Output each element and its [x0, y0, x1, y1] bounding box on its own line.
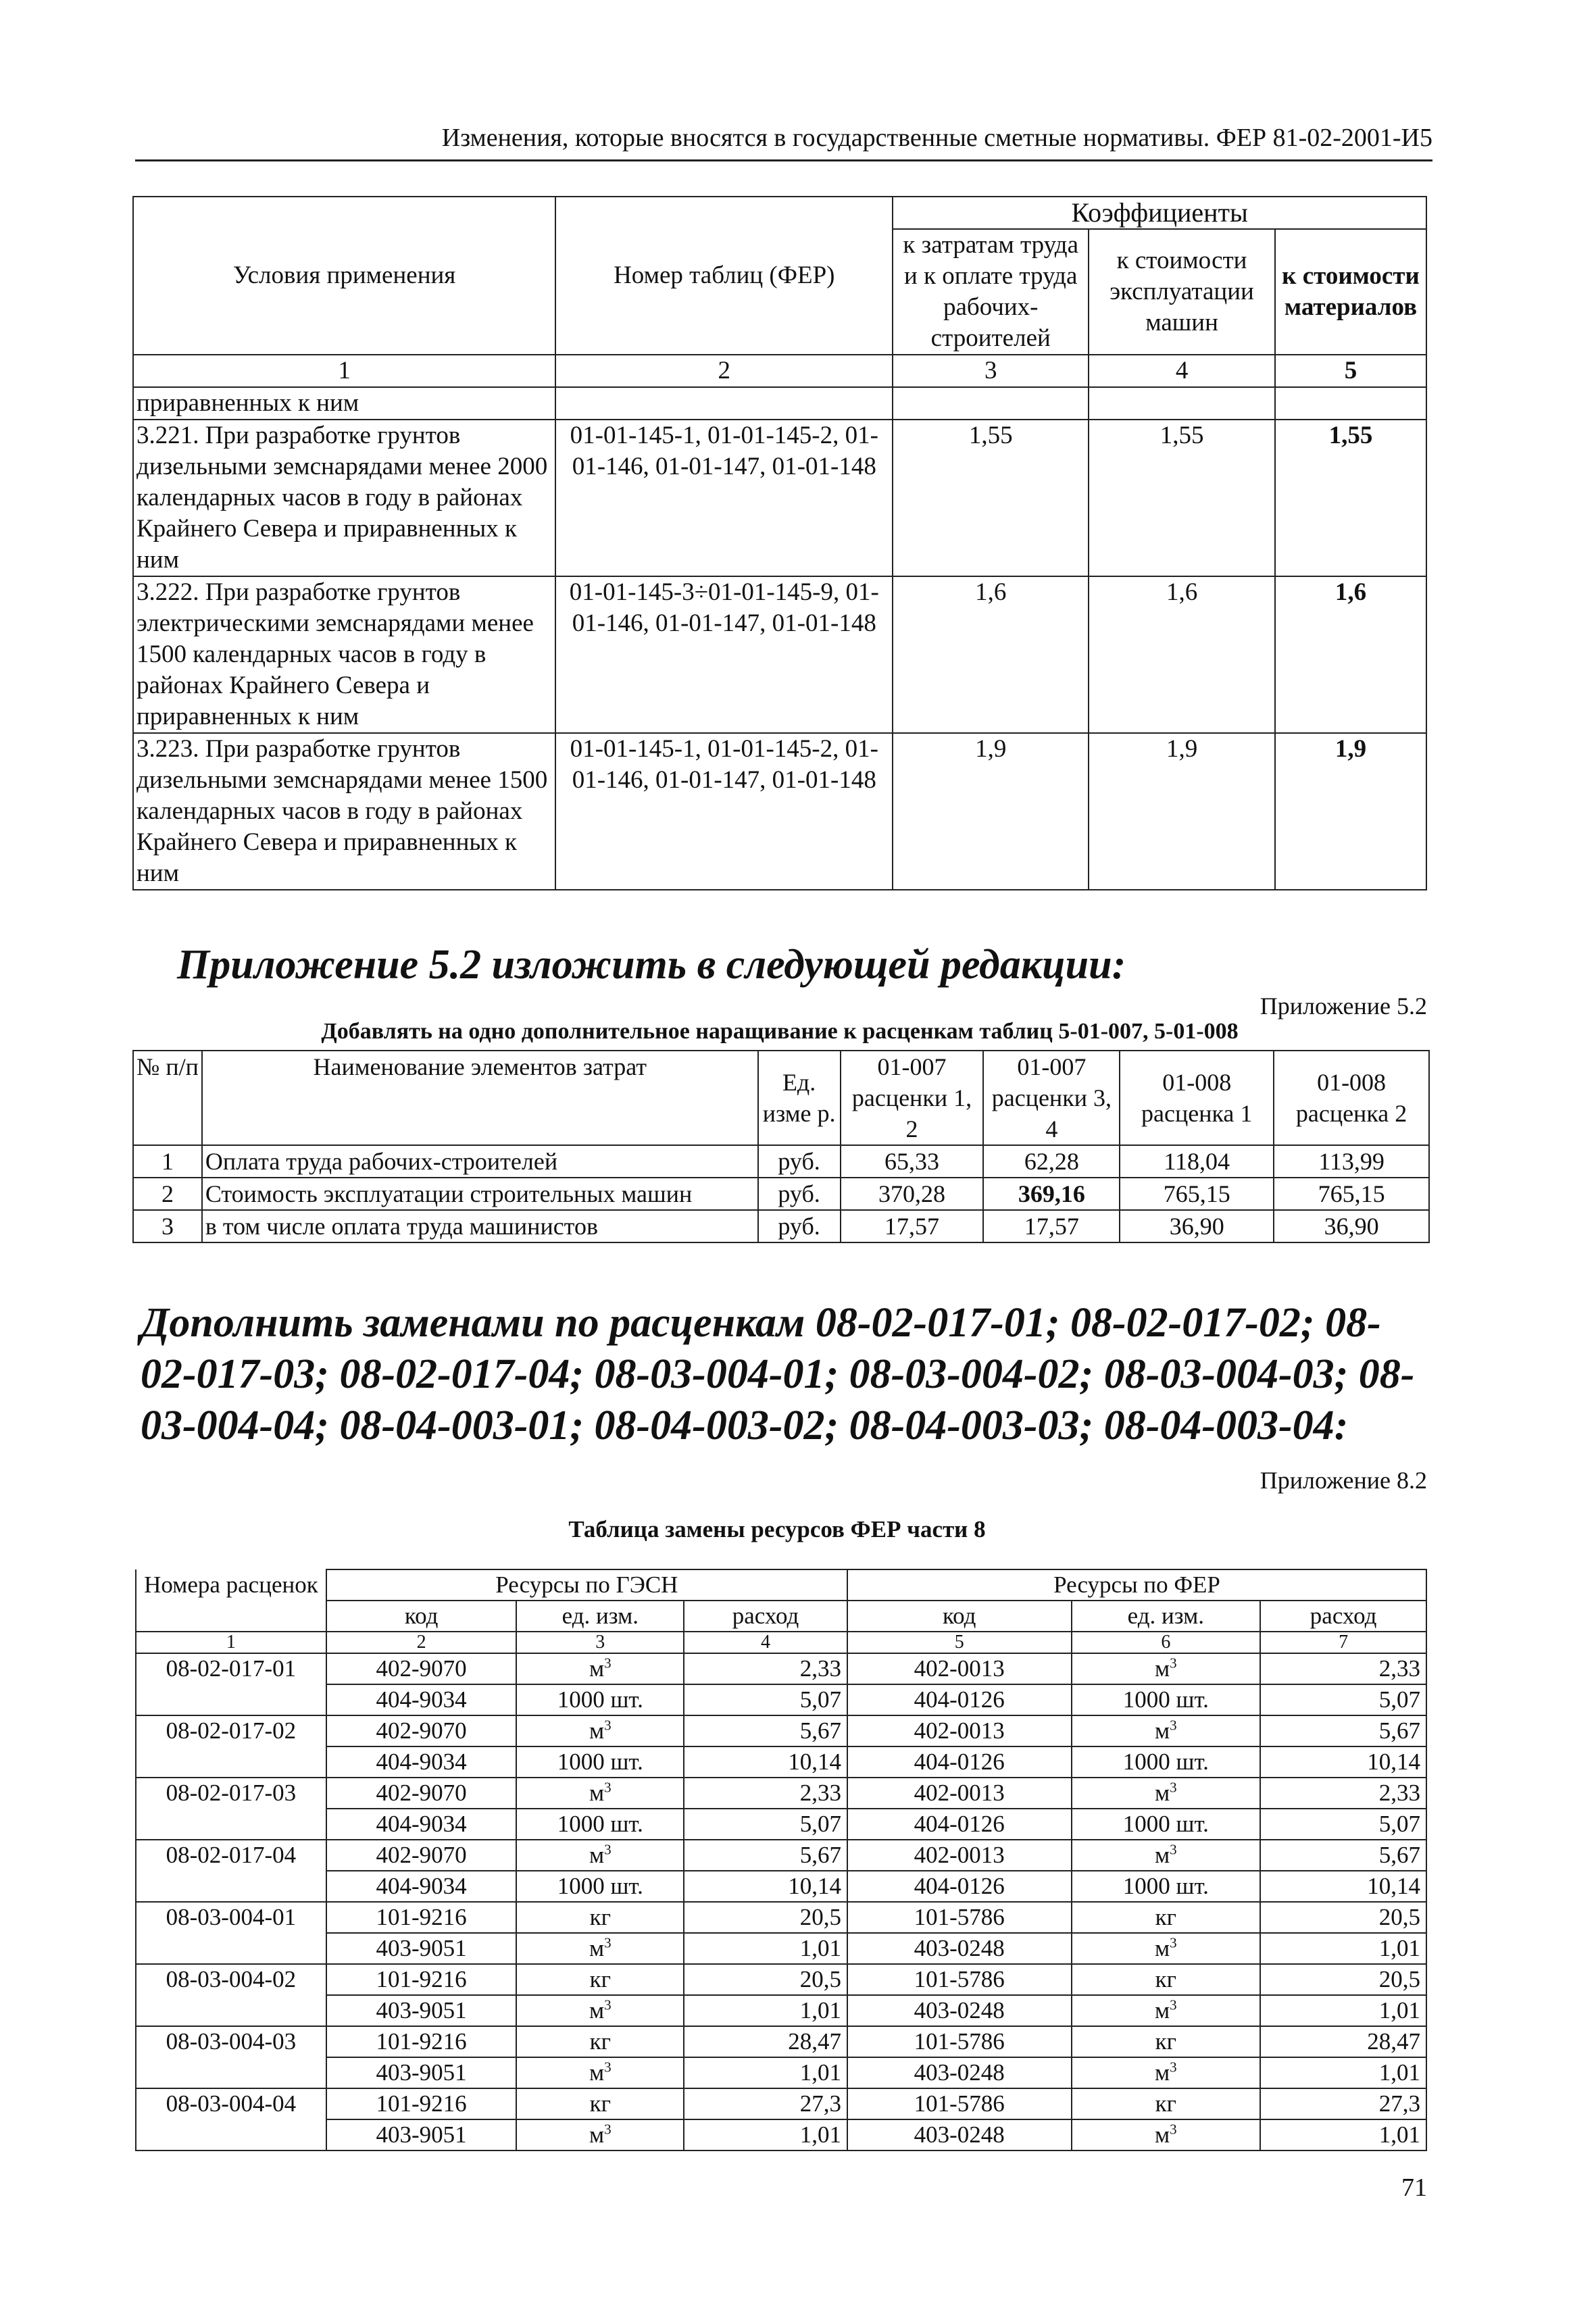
cell-value: 36,90 [1274, 1210, 1429, 1242]
fer-unit: $м^3$ [1072, 1778, 1261, 1809]
col-number: 5 [847, 1632, 1072, 1653]
header-rate: 01-008 расценка 2 [1274, 1051, 1429, 1145]
table-caption-8-2: Таблица замены ресурсов ФЕР части 8 [568, 1516, 986, 1542]
header-code: код [847, 1601, 1072, 1632]
section-title-8-2: Дополнить заменами по расценкам 08-02-017-01; 08-02-017-02; 08-02-017-03; 08-02-017-04; 08-03-004-01; 08-03-004-02; 08-03-004-03; 08-03-004-04; 08-04-003-01; 08-04-003-02; 08-04-003-03; 08-04-003-04: [141, 1300, 1415, 1449]
coef-labor: 1,55 [893, 420, 1089, 576]
table-row [133, 1178, 1429, 1210]
header-unit: Ед. изме р. [758, 1051, 841, 1145]
fer-code: 403-0248 [847, 2057, 1072, 2088]
fer-code: 404-0126 [847, 1809, 1072, 1840]
appendix-label-5-2: Приложение 5.2 [1260, 992, 1427, 1020]
gesn-code: 402-9070 [326, 1653, 517, 1684]
table-row [133, 733, 1426, 890]
rate-number: 08-03-004-04 [136, 2088, 326, 2150]
fer-unit: $м^3$ [1072, 2057, 1261, 2088]
gesn-qty: 1,01 [684, 1995, 847, 2026]
table-row [136, 1902, 1426, 1933]
gesn-code: 403-9051 [326, 1995, 517, 2026]
table-row [136, 1653, 1426, 1684]
gesn-unit: 1000 шт. [516, 1809, 684, 1840]
col-number: 5 [1275, 355, 1426, 387]
cell-element: Стоимость эксплуатации строительных машин [202, 1178, 758, 1210]
col-number: 2 [555, 355, 893, 387]
gesn-code: 402-9070 [326, 1778, 517, 1809]
table-row [133, 1210, 1429, 1242]
condition-text: 3.223. При разработке грунтов дизельными земснарядами менее 1500 календарных часов в году в районах Крайнего Севера и приравненных к ним [133, 733, 555, 890]
col-number: 7 [1260, 1632, 1426, 1653]
fer-qty: 5,67 [1260, 1840, 1426, 1871]
col-number: 2 [326, 1632, 517, 1653]
gesn-unit: кг [516, 1964, 684, 1995]
table-row [136, 2119, 1426, 2150]
rate-number: 08-03-004-01 [136, 1902, 326, 1964]
table-numbers: 01-01-145-3÷01-01-145-9, 01-01-146, 01-01-147, 01-01-148 [555, 576, 893, 733]
gesn-qty: 1,01 [684, 2057, 847, 2088]
header-cost-element: Наименование элементов затрат [202, 1051, 758, 1145]
fer-unit: кг [1072, 2088, 1261, 2119]
fer-unit: 1000 шт. [1072, 1684, 1261, 1715]
fer-code: 402-0013 [847, 1840, 1072, 1871]
table-row [136, 1684, 1426, 1715]
gesn-code: 402-9070 [326, 1840, 517, 1871]
header-rule [135, 159, 1432, 161]
coef-materials: 1,6 [1275, 576, 1426, 733]
gesn-qty: 5,07 [684, 1684, 847, 1715]
fer-qty: 20,5 [1260, 1964, 1426, 1995]
fer-unit: $м^3$ [1072, 1933, 1261, 1964]
fer-code: 403-0248 [847, 2119, 1072, 2150]
header-rate: 01-007 расценки 3, 4 [983, 1051, 1120, 1145]
gesn-unit: $м^3$ [516, 1933, 684, 1964]
condition-text: 3.221. При разработке грунтов дизельными земснарядами менее 2000 календарных часов в году в районах Крайнего Севера и приравненных к ним [133, 420, 555, 576]
header-materials: к стоимости материалов [1275, 229, 1426, 355]
gesn-code: 403-9051 [326, 2119, 517, 2150]
condition-text: 3.222. При разработке грунтов электрическими земснарядами менее 1500 календарных часов в году в районах Крайнего Севера и приравненных к ним [133, 576, 555, 733]
fer-unit: 1000 шт. [1072, 1809, 1261, 1840]
fer-unit: $м^3$ [1072, 1653, 1261, 1684]
header-qty: расход [684, 1601, 847, 1632]
fer-unit: $м^3$ [1072, 1840, 1261, 1871]
gesn-qty: 20,5 [684, 1902, 847, 1933]
fer-qty: 1,01 [1260, 2119, 1426, 2150]
header-conditions: Условия применения [133, 197, 555, 355]
fer-unit: $м^3$ [1072, 1715, 1261, 1746]
table-row [136, 1778, 1426, 1809]
gesn-qty: 5,67 [684, 1840, 847, 1871]
gesn-qty: 10,14 [684, 1746, 847, 1778]
fer-qty: 2,33 [1260, 1653, 1426, 1684]
header-qty: расход [1260, 1601, 1426, 1632]
gesn-unit: кг [516, 1902, 684, 1933]
fer-unit: $м^3$ [1072, 2119, 1261, 2150]
gesn-qty: 5,07 [684, 1809, 847, 1840]
gesn-qty: 2,33 [684, 1653, 847, 1684]
header-fer: Ресурсы по ФЕР [847, 1569, 1426, 1601]
cell-value: 36,90 [1120, 1210, 1274, 1242]
cell-value: 118,04 [1120, 1145, 1274, 1178]
table-row [136, 1746, 1426, 1778]
rate-number: 08-02-017-04 [136, 1840, 326, 1902]
coefficients-table [132, 196, 1427, 890]
gesn-code: 403-9051 [326, 2057, 517, 2088]
col-number: 4 [684, 1632, 847, 1653]
gesn-unit: $м^3$ [516, 2057, 684, 2088]
table-caption-5-2: Добавлять на одно дополнительное наращивание к расценкам таблиц 5-01-007, 5-01-008 [321, 1019, 1239, 1044]
cell-value: 17,57 [983, 1210, 1120, 1242]
fer-unit: кг [1072, 1902, 1261, 1933]
fer-qty: 1,01 [1260, 1933, 1426, 1964]
cell-number: 2 [133, 1178, 202, 1210]
gesn-unit: $м^3$ [516, 1778, 684, 1809]
gesn-code: 404-9034 [326, 1746, 517, 1778]
gesn-unit: 1000 шт. [516, 1684, 684, 1715]
fer-qty: 10,14 [1260, 1871, 1426, 1902]
fer-qty: 20,5 [1260, 1902, 1426, 1933]
header-number: № п/п [133, 1051, 202, 1145]
cell-unit: руб. [758, 1210, 841, 1242]
col-number: 3 [516, 1632, 684, 1653]
coef-machines: 1,6 [1089, 576, 1275, 733]
fer-unit: $м^3$ [1072, 1995, 1261, 2026]
table-row [133, 1145, 1429, 1178]
gesn-code: 403-9051 [326, 1933, 517, 1964]
coef-machines: 1,55 [1089, 420, 1275, 576]
header-unit: ед. изм. [1072, 1601, 1261, 1632]
header-rates: Номера расценок [136, 1569, 326, 1601]
table-row [136, 1809, 1426, 1840]
gesn-unit: $м^3$ [516, 1840, 684, 1871]
table-row [136, 2026, 1426, 2057]
table-row [133, 420, 1426, 576]
gesn-code: 402-9070 [326, 1715, 517, 1746]
table-row [136, 2057, 1426, 2088]
fer-code: 101-5786 [847, 2088, 1072, 2119]
header-rate: 01-008 расценка 1 [1120, 1051, 1274, 1145]
table-row [136, 2088, 1426, 2119]
table-numbers: 01-01-145-1, 01-01-145-2, 01-01-146, 01-01-147, 01-01-148 [555, 420, 893, 576]
cell-value: 113,99 [1274, 1145, 1429, 1178]
gesn-code: 404-9034 [326, 1809, 517, 1840]
resource-replacement-table [135, 1569, 1427, 2151]
rate-number: 08-02-017-01 [136, 1653, 326, 1715]
gesn-qty: 20,5 [684, 1964, 847, 1995]
fer-code: 402-0013 [847, 1778, 1072, 1809]
fer-qty: 5,67 [1260, 1715, 1426, 1746]
running-header: Изменения, которые вносятся в государственные сметные нормативы. ФЕР 81-02-2001-И5 [441, 124, 1432, 152]
cell-number: 1 [133, 1145, 202, 1178]
fer-unit: 1000 шт. [1072, 1871, 1261, 1902]
fer-qty: 27,3 [1260, 2088, 1426, 2119]
col-number: 1 [136, 1632, 326, 1653]
gesn-qty: 2,33 [684, 1778, 847, 1809]
rate-number: 08-02-017-03 [136, 1778, 326, 1840]
fer-code: 402-0013 [847, 1715, 1072, 1746]
fer-code: 403-0248 [847, 1933, 1072, 1964]
fer-unit: 1000 шт. [1072, 1746, 1261, 1778]
fer-code: 404-0126 [847, 1746, 1072, 1778]
rate-number: 08-03-004-03 [136, 2026, 326, 2088]
fer-code: 101-5786 [847, 1902, 1072, 1933]
fer-qty: 28,47 [1260, 2026, 1426, 2057]
gesn-unit: 1000 шт. [516, 1871, 684, 1902]
table-numbers: 01-01-145-1, 01-01-145-2, 01-01-146, 01-01-147, 01-01-148 [555, 733, 893, 890]
continuation-text: приравненных к ним [133, 387, 555, 420]
fer-code: 101-5786 [847, 2026, 1072, 2057]
cell-value: 65,33 [841, 1145, 984, 1178]
gesn-unit: $м^3$ [516, 1715, 684, 1746]
cell-number: 3 [133, 1210, 202, 1242]
fer-code: 404-0126 [847, 1871, 1072, 1902]
cell-element: в том числе оплата труда машинистов [202, 1210, 758, 1242]
gesn-code: 101-9216 [326, 1964, 517, 1995]
table-row [136, 1871, 1426, 1902]
fer-unit: кг [1072, 1964, 1261, 1995]
cell-value: 17,57 [841, 1210, 984, 1242]
header-table-number: Номер таблиц (ФЕР) [555, 197, 893, 355]
fer-code: 101-5786 [847, 1964, 1072, 1995]
fer-code: 402-0013 [847, 1653, 1072, 1684]
header-labor: к затратам труда и к оплате труда рабочих-строителей [893, 229, 1089, 355]
header-gesn: Ресурсы по ГЭСН [326, 1569, 847, 1601]
cell-unit: руб. [758, 1178, 841, 1210]
gesn-unit: $м^3$ [516, 1653, 684, 1684]
table-row [136, 1933, 1426, 1964]
gesn-code: 404-9034 [326, 1871, 517, 1902]
cell-value: 765,15 [1120, 1178, 1274, 1210]
cell-value: 765,15 [1274, 1178, 1429, 1210]
gesn-qty: 1,01 [684, 2119, 847, 2150]
header-machines: к стоимости эксплуатации машин [1089, 229, 1275, 355]
fer-code: 403-0248 [847, 1995, 1072, 2026]
gesn-unit: кг [516, 2026, 684, 2057]
coef-labor: 1,9 [893, 733, 1089, 890]
gesn-qty: 27,3 [684, 2088, 847, 2119]
resource-table-body [136, 1653, 1426, 2150]
page-number: 71 [1401, 2173, 1427, 2202]
col-number: 1 [133, 355, 555, 387]
table-row [136, 1715, 1426, 1746]
fer-qty: 5,07 [1260, 1684, 1426, 1715]
fer-unit: кг [1072, 2026, 1261, 2057]
cell-value: 62,28 [983, 1145, 1120, 1178]
coef-materials: 1,55 [1275, 420, 1426, 576]
fer-qty: 2,33 [1260, 1778, 1426, 1809]
gesn-unit: кг [516, 2088, 684, 2119]
table-row [136, 1840, 1426, 1871]
coef-materials: 1,9 [1275, 733, 1426, 890]
header-coefficients: Коэффициенты [893, 197, 1426, 229]
fer-qty: 1,01 [1260, 2057, 1426, 2088]
cell-value: 370,28 [841, 1178, 984, 1210]
gesn-unit: $м^3$ [516, 1995, 684, 2026]
cell-element: Оплата труда рабочих-строителей [202, 1145, 758, 1178]
rate-number: 08-02-017-02 [136, 1715, 326, 1778]
gesn-qty: 28,47 [684, 2026, 847, 2057]
header-unit: ед. изм. [516, 1601, 684, 1632]
col-number: 3 [893, 355, 1089, 387]
gesn-qty: 10,14 [684, 1871, 847, 1902]
coef-labor: 1,6 [893, 576, 1089, 733]
cost-elements-table [132, 1050, 1430, 1243]
coef-machines: 1,9 [1089, 733, 1275, 890]
gesn-unit: $м^3$ [516, 2119, 684, 2150]
cell-unit: руб. [758, 1145, 841, 1178]
gesn-unit: 1000 шт. [516, 1746, 684, 1778]
gesn-qty: 5,67 [684, 1715, 847, 1746]
fer-qty: 10,14 [1260, 1746, 1426, 1778]
fer-code: 404-0126 [847, 1684, 1072, 1715]
gesn-qty: 1,01 [684, 1933, 847, 1964]
table-row [136, 1995, 1426, 2026]
gesn-code: 404-9034 [326, 1684, 517, 1715]
gesn-code: 101-9216 [326, 1902, 517, 1933]
appendix-label-8-2: Приложение 8.2 [1260, 1467, 1427, 1494]
cell-value: 369,16 [983, 1178, 1120, 1210]
table-row [136, 1964, 1426, 1995]
gesn-code: 101-9216 [326, 2026, 517, 2057]
col-number: 4 [1089, 355, 1275, 387]
rate-number: 08-03-004-02 [136, 1964, 326, 2026]
fer-qty: 5,07 [1260, 1809, 1426, 1840]
gesn-code: 101-9216 [326, 2088, 517, 2119]
table-row [133, 576, 1426, 733]
header-code: код [326, 1601, 517, 1632]
fer-qty: 1,01 [1260, 1995, 1426, 2026]
col-number: 6 [1072, 1632, 1261, 1653]
header-rate: 01-007 расценки 1, 2 [841, 1051, 984, 1145]
section-title-5-2: Приложение 5.2 изложить в следующей редакции: [177, 942, 1126, 988]
